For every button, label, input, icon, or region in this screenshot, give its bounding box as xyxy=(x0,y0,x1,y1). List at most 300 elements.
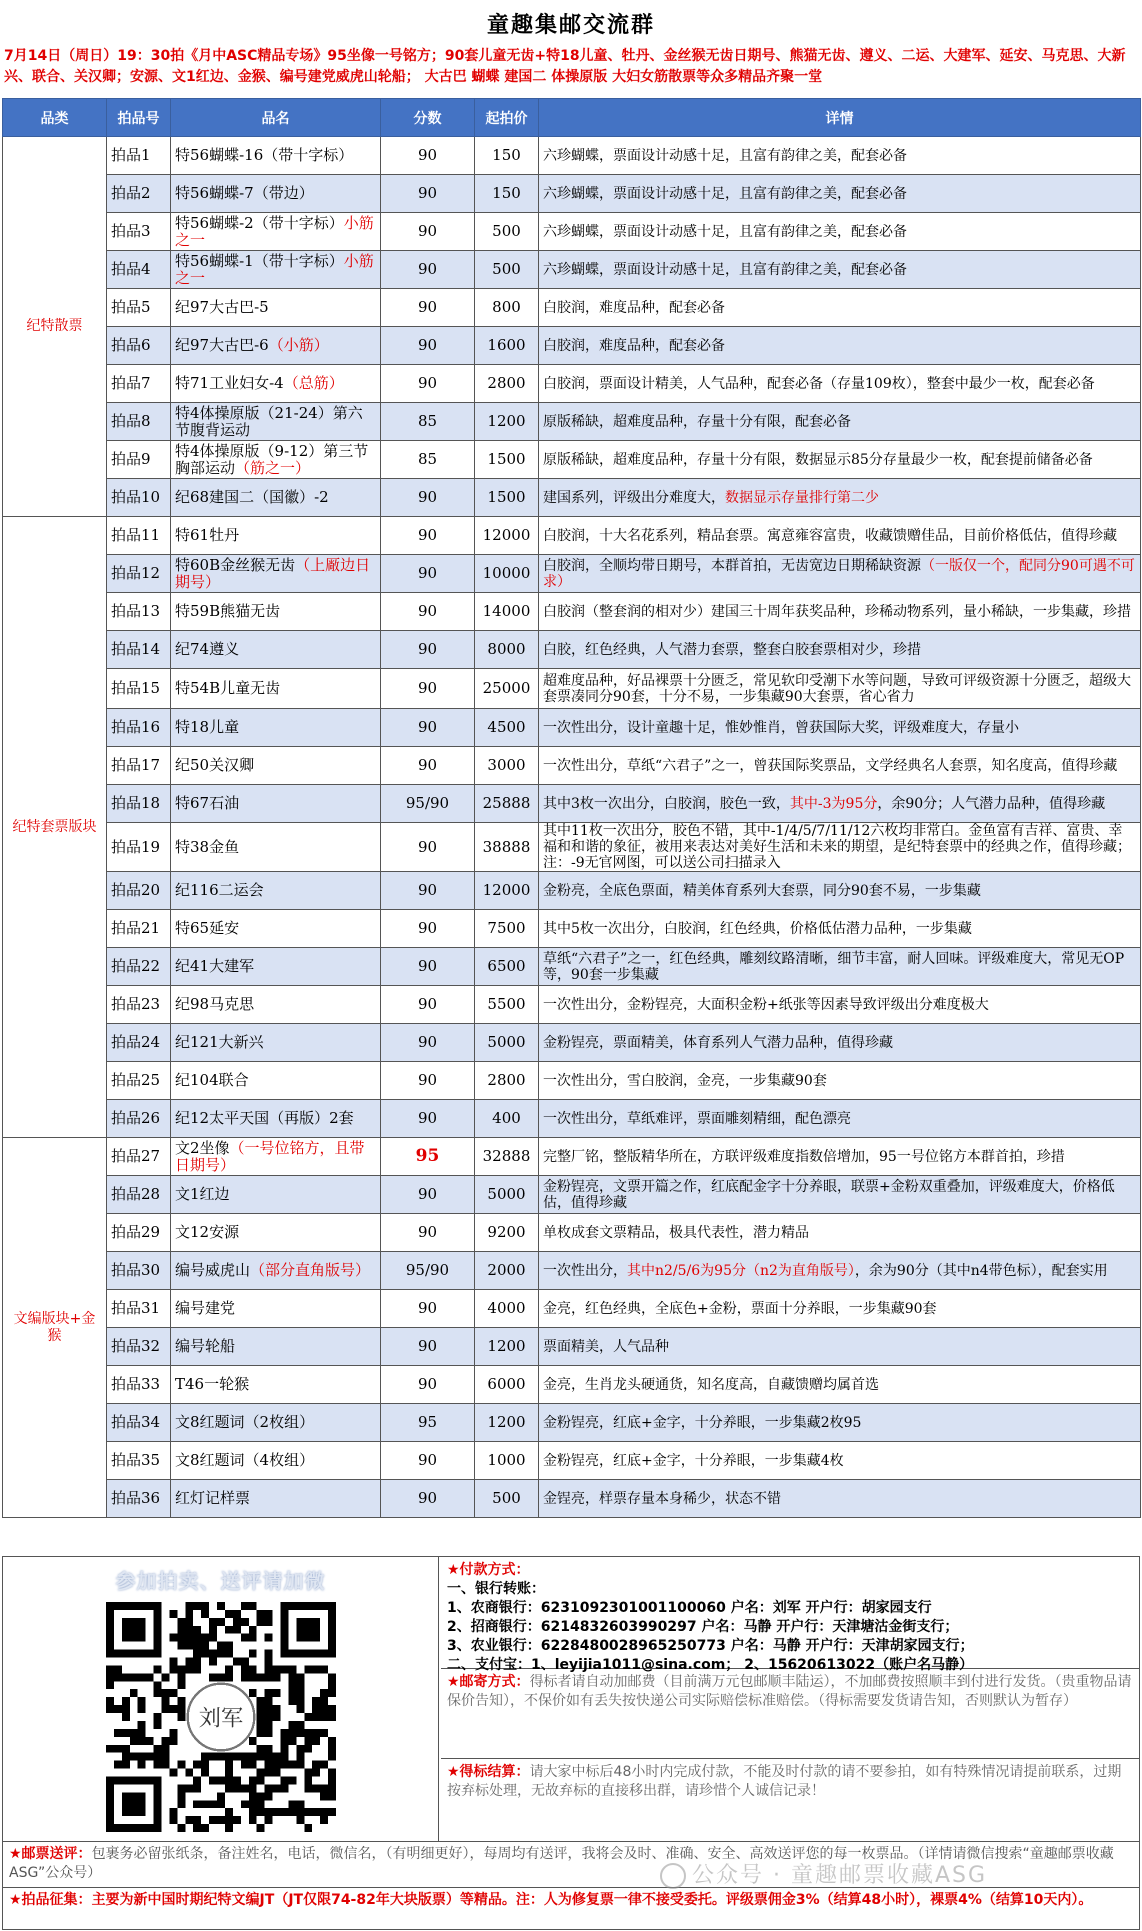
detail-cell xyxy=(539,555,1141,593)
detail-cell xyxy=(539,1024,1141,1062)
detail-text-tail: ，余为90分（其中n4带色标），配套实用 xyxy=(854,1262,1108,1279)
score-value: 90 xyxy=(417,374,438,392)
score-cell xyxy=(381,213,475,251)
lot-number-cell: 拍品29 xyxy=(107,1214,171,1252)
start-price-cell: 6500 xyxy=(475,948,539,986)
table-row xyxy=(3,365,1141,403)
col-header-name: 品名 xyxy=(171,99,381,137)
start-price-cell: 150 xyxy=(475,137,539,175)
lot-name-cell xyxy=(171,747,381,785)
lot-number-cell: 拍品13 xyxy=(107,593,171,631)
lot-name-cell xyxy=(171,1328,381,1366)
lot-name: 特61牡丹 xyxy=(175,526,240,544)
lot-number-cell: 拍品21 xyxy=(107,910,171,948)
info-footer xyxy=(2,1556,1140,1842)
table-row xyxy=(3,1100,1141,1138)
lot-name-cell xyxy=(171,1100,381,1138)
qr-caption: 参加拍卖、送评请加微 xyxy=(115,1569,326,1593)
lot-name-cell xyxy=(171,986,381,1024)
start-price-cell: 12000 xyxy=(475,872,539,910)
start-price-cell: 400 xyxy=(475,1100,539,1138)
score-value: 90 xyxy=(417,336,438,354)
detail-text: 金锃亮，样票存量本身稀少，状态不错 xyxy=(543,1490,781,1507)
score-cell xyxy=(381,251,475,289)
lot-name-cell xyxy=(171,479,381,517)
detail-cell xyxy=(539,213,1141,251)
table-row xyxy=(3,137,1141,175)
table-row xyxy=(3,441,1141,479)
payment-bank-3: 3、农业银行：6228480028965250773 户名：马静 开户行：天津胡家园支行； xyxy=(447,1638,974,1654)
lot-name: 特56蝴蝶-7（带边） xyxy=(175,184,314,202)
score-value: 90 xyxy=(417,640,438,658)
start-price-cell: 7500 xyxy=(475,910,539,948)
detail-text: 超难度品种，好品裸票十分匮乏，常见软印受潮下水等问题，导致可评级资源十分匮乏，超级大套票凑同分90套，十分不易，一步集藏90大套票，省心省力 xyxy=(543,672,1131,705)
lot-name-cell xyxy=(171,1252,381,1290)
lot-number-cell: 拍品14 xyxy=(107,631,171,669)
score-cell xyxy=(381,910,475,948)
score-cell xyxy=(381,631,475,669)
detail-cell xyxy=(539,441,1141,479)
category-cell: 纪特套票版块 xyxy=(3,517,107,1138)
score-value: 90 xyxy=(417,1071,438,1089)
lot-name: 纪74遵义 xyxy=(175,640,240,658)
settlement-heading: ★得标结算： xyxy=(447,1764,530,1780)
score-cell xyxy=(381,948,475,986)
start-price-cell: 1200 xyxy=(475,403,539,441)
table-row xyxy=(3,1062,1141,1100)
lot-number-cell: 拍品22 xyxy=(107,948,171,986)
lot-number-cell: 拍品30 xyxy=(107,1252,171,1290)
score-value: 90 xyxy=(417,1033,438,1051)
table-row xyxy=(3,785,1141,823)
lot-name: 特56蝴蝶-16（带十字标） xyxy=(175,146,354,164)
start-price-cell: 38888 xyxy=(475,823,539,872)
table-row xyxy=(3,1404,1141,1442)
lot-name: 红灯记样票 xyxy=(175,1489,251,1507)
lot-name: 纪104联合 xyxy=(175,1071,249,1089)
start-price-cell: 5000 xyxy=(475,1024,539,1062)
detail-cell xyxy=(539,872,1141,910)
detail-text: 六珍蝴蝶，票面设计动感十足，且富有韵律之美，配套必备 xyxy=(543,261,907,278)
score-value: 90 xyxy=(417,184,438,202)
score-cell xyxy=(381,289,475,327)
detail-text: 金粉锃亮，文票开篇之作，红底配金字十分养眼，联票+金粉双重叠加，评级难度大，价格低估，值得珍藏 xyxy=(543,1178,1115,1211)
lot-name-cell xyxy=(171,1024,381,1062)
detail-text: 白胶润，票面设计精美，人气品种，配套必备（存量109枚），整套中最少一枚，配套必备 xyxy=(543,375,1095,392)
lot-name-cell xyxy=(171,1176,381,1214)
score-value: 90 xyxy=(417,679,438,697)
start-price-cell: 1200 xyxy=(475,1328,539,1366)
lot-name-cell xyxy=(171,1138,381,1176)
start-price-cell: 2800 xyxy=(475,1062,539,1100)
page-title: 童趣集邮交流群 xyxy=(486,12,655,38)
table-row xyxy=(3,1176,1141,1214)
score-cell xyxy=(381,175,475,213)
detail-text: 六珍蝴蝶，票面设计动感十足，且富有韵律之美，配套必备 xyxy=(543,223,907,240)
col-header-price: 起拍价 xyxy=(475,99,539,137)
detail-cell xyxy=(539,137,1141,175)
score-value: 90 xyxy=(417,718,438,736)
table-row xyxy=(3,823,1141,872)
lot-number-cell: 拍品27 xyxy=(107,1138,171,1176)
score-cell xyxy=(381,1404,475,1442)
start-price-cell: 4000 xyxy=(475,1290,539,1328)
table-row xyxy=(3,1214,1141,1252)
detail-cell xyxy=(539,1366,1141,1404)
lot-number-cell: 拍品20 xyxy=(107,872,171,910)
detail-cell xyxy=(539,709,1141,747)
settlement-text: 请大家中标后48小时内完成付款，不能及时付款的请不要参拍，如有特殊情况请提前联系，过期按弃标处理，无故弃标的直接移出群，请珍惜个人诚信记录！ xyxy=(447,1764,1122,1799)
detail-text: 草纸“六君子”之一，红色经典，雕刻纹路清晰，细节丰富，耐人回味。评级难度大，常见无OP等，90套一步集藏 xyxy=(543,950,1125,983)
start-price-cell: 500 xyxy=(475,1480,539,1518)
start-price-cell: 8000 xyxy=(475,631,539,669)
lot-name: 特59B熊猫无齿 xyxy=(175,602,281,620)
score-cell xyxy=(381,441,475,479)
score-cell xyxy=(381,785,475,823)
detail-cell xyxy=(539,365,1141,403)
score-value: 90 xyxy=(417,298,438,316)
lot-name: 特54B儿童无齿 xyxy=(175,679,281,697)
score-value: 90 xyxy=(417,1451,438,1469)
start-price-cell: 500 xyxy=(475,213,539,251)
score-cell xyxy=(381,137,475,175)
table-row xyxy=(3,1252,1141,1290)
lot-number-cell: 拍品6 xyxy=(107,327,171,365)
start-price-cell: 1500 xyxy=(475,441,539,479)
table-row xyxy=(3,213,1141,251)
detail-cell xyxy=(539,251,1141,289)
start-price-cell: 9200 xyxy=(475,1214,539,1252)
table-row xyxy=(3,709,1141,747)
score-value: 85 xyxy=(417,450,438,468)
detail-cell xyxy=(539,1442,1141,1480)
table-row xyxy=(3,747,1141,785)
payment-bank-2: 2、招商银行：6214832603990297 户名：马静 开户行：天津塘沽金街支行； xyxy=(447,1619,959,1635)
start-price-cell: 2800 xyxy=(475,365,539,403)
detail-text: 原版稀缺，超难度品种，存量十分有限，配套必备 xyxy=(543,413,851,430)
lot-name-cell xyxy=(171,517,381,555)
lot-number-cell: 拍品8 xyxy=(107,403,171,441)
table-row xyxy=(3,1024,1141,1062)
lot-table xyxy=(2,98,1141,1518)
watermark xyxy=(660,1858,987,1889)
table-row xyxy=(3,479,1141,517)
score-cell xyxy=(381,1252,475,1290)
lot-name: 特56蝴蝶-2（带十字标） xyxy=(175,213,344,232)
lot-name: 文12安源 xyxy=(175,1223,240,1241)
score-cell xyxy=(381,1328,475,1366)
lot-name: 特18儿童 xyxy=(175,718,240,736)
lot-name: 纪121大新兴 xyxy=(175,1033,264,1051)
lot-name-note: 小筋之一 xyxy=(175,213,374,249)
detail-cell xyxy=(539,1480,1141,1518)
detail-text: 六珍蝴蝶，票面设计动感十足，且富有韵律之美，配套必备 xyxy=(543,185,907,202)
detail-text: 一次性出分，草纸“六君子”之一，曾获国际奖票品，文学经典名人套票，知名度高，值得珍藏 xyxy=(543,757,1118,774)
start-price-cell: 5000 xyxy=(475,1176,539,1214)
detail-cell xyxy=(539,910,1141,948)
detail-cell xyxy=(539,289,1141,327)
lot-name-note: （总筋） xyxy=(283,374,344,392)
table-row xyxy=(3,1138,1141,1176)
score-cell xyxy=(381,986,475,1024)
lot-number-cell: 拍品25 xyxy=(107,1062,171,1100)
detail-text: 一次性出分，雪白胶润，金亮，一步集藏90套 xyxy=(543,1072,827,1089)
start-price-cell: 150 xyxy=(475,175,539,213)
auction-notice: 7月14日（周日）19：30拍《月中ASC精品专场》95坐像一号铭方；90套儿童无齿+特18儿童、牡丹、金丝猴无齿日期号、熊猫无齿、遵义、二运、大建军、延安、马克思、大新兴、联合、关汉卿；安源、文1红边、金猴、编号建党威虎山轮船； 大古巴 蝴蝶 建国二 体操原版 大妇女筋散票等众多精品齐聚一堂 xyxy=(4,48,1126,85)
start-price-cell: 800 xyxy=(475,289,539,327)
detail-cell xyxy=(539,1328,1141,1366)
table-row xyxy=(3,251,1141,289)
lot-number-cell: 拍品28 xyxy=(107,1176,171,1214)
score-cell xyxy=(381,709,475,747)
table-row xyxy=(3,1366,1141,1404)
detail-cell xyxy=(539,327,1141,365)
lot-name: 特56蝴蝶-1（带十字标） xyxy=(175,251,344,270)
lot-name: 编号建党 xyxy=(175,1299,236,1317)
stamp-grading-text: 包裹务必留张纸条，备注姓名，电话，微信名，（有明细更好），每周均有送评，我将会及时、准确、安全、高效送评您的每一枚票品。（详情请微信搜索“童趣邮票收藏ASG”公众号） xyxy=(9,1846,1114,1881)
lot-number-cell: 拍品18 xyxy=(107,785,171,823)
lot-number-cell: 拍品9 xyxy=(107,441,171,479)
detail-text: 金亮，生肖龙头硬通货，知名度高，自藏馈赠均属首选 xyxy=(543,1376,879,1393)
lot-name-cell xyxy=(171,593,381,631)
detail-cell xyxy=(539,593,1141,631)
lot-name-cell xyxy=(171,327,381,365)
score-cell xyxy=(381,1290,475,1328)
start-price-cell: 5500 xyxy=(475,986,539,1024)
detail-text: 票面精美，人气品种 xyxy=(543,1338,669,1355)
lot-number-cell: 拍品35 xyxy=(107,1442,171,1480)
lot-name-cell xyxy=(171,910,381,948)
table-row xyxy=(3,517,1141,555)
lot-number-cell: 拍品4 xyxy=(107,251,171,289)
lot-name-note: （一号位铭方，且带日期号） xyxy=(175,1138,365,1174)
start-price-cell: 500 xyxy=(475,251,539,289)
lot-name: 特71工业妇女-4 xyxy=(175,374,284,392)
payment-bank-title: 一、银行转账： xyxy=(447,1581,545,1597)
lot-name: 纪12太平天国（再版）2套 xyxy=(175,1109,354,1127)
lot-number-cell: 拍品12 xyxy=(107,555,171,593)
lot-name: 文2坐像 xyxy=(175,1138,230,1157)
qr-section xyxy=(3,1557,439,1841)
table-row xyxy=(3,403,1141,441)
table-row xyxy=(3,910,1141,948)
lot-collection-text: 主要为新中国时期纪特文编JT（JT仅限74-82年大块版票）等精品。注：人为修复票一律不接受委托。评级票佣金3%（结算48小时），裸票4%（结算10天内）。 xyxy=(91,1892,1093,1908)
table-row xyxy=(3,1480,1141,1518)
category-cell: 纪特散票 xyxy=(3,137,107,517)
score-value: 90 xyxy=(417,222,438,240)
start-price-cell: 3000 xyxy=(475,747,539,785)
score-cell xyxy=(381,747,475,785)
detail-highlight: 其中-3为95分 xyxy=(789,795,878,812)
col-header-score: 分数 xyxy=(381,99,475,137)
score-value: 90 xyxy=(417,1185,438,1203)
lot-number-cell: 拍品36 xyxy=(107,1480,171,1518)
table-row xyxy=(3,1290,1141,1328)
table-row xyxy=(3,327,1141,365)
qr-center-label: 刘军 xyxy=(198,1705,243,1732)
payment-heading: ★付款方式： xyxy=(447,1562,530,1578)
table-row xyxy=(3,669,1141,709)
lot-name-cell xyxy=(171,441,381,479)
lot-collection-note xyxy=(2,1888,1140,1930)
score-value: 90 xyxy=(417,260,438,278)
lot-name-note: （上厰边日期号） xyxy=(175,555,371,591)
detail-cell xyxy=(539,479,1141,517)
detail-text: 白胶润，难度品种，配套必备 xyxy=(543,337,725,354)
lot-name-cell xyxy=(171,948,381,986)
lot-number-cell: 拍品23 xyxy=(107,986,171,1024)
detail-cell xyxy=(539,1290,1141,1328)
detail-cell xyxy=(539,175,1141,213)
score-value: 90 xyxy=(417,146,438,164)
lot-name: 特38金鱼 xyxy=(175,837,240,856)
score-value: 90 xyxy=(417,1375,438,1393)
lot-number-cell: 拍品1 xyxy=(107,137,171,175)
score-cell xyxy=(381,1062,475,1100)
detail-text: 其中3枚一次出分，白胶润，胶色一致， xyxy=(543,795,790,812)
detail-cell xyxy=(539,823,1141,872)
detail-text-tail: ，余90分；人气潜力品种，值得珍藏 xyxy=(877,795,1106,812)
score-cell xyxy=(381,593,475,631)
lot-number-cell: 拍品33 xyxy=(107,1366,171,1404)
payment-alipay: 二、支付宝：1、leyijia1011@sina.com； 2、15620613022（账户名马静） xyxy=(447,1657,974,1673)
score-cell xyxy=(381,1138,475,1176)
score-value: 90 xyxy=(417,919,438,937)
table-row xyxy=(3,593,1141,631)
detail-text: 金粉锃亮，红底+金字，十分养眼，一步集藏4枚 xyxy=(543,1452,844,1469)
lot-name-cell xyxy=(171,175,381,213)
lot-name-cell xyxy=(171,785,381,823)
score-value: 95 xyxy=(415,1146,440,1166)
detail-text: 单枚成套文票精品，极具代表性，潜力精品 xyxy=(543,1224,809,1241)
detail-cell xyxy=(539,747,1141,785)
lot-name: 文8红题词（2枚组） xyxy=(175,1413,315,1431)
lot-number-cell: 拍品16 xyxy=(107,709,171,747)
lot-name: 编号轮船 xyxy=(175,1337,236,1355)
table-row xyxy=(3,631,1141,669)
lot-name-note: （小筋） xyxy=(268,336,329,354)
lot-number-cell: 拍品7 xyxy=(107,365,171,403)
lot-name-cell xyxy=(171,289,381,327)
table-row xyxy=(3,986,1141,1024)
lot-number-cell: 拍品2 xyxy=(107,175,171,213)
score-value: 90 xyxy=(417,756,438,774)
detail-cell xyxy=(539,948,1141,986)
detail-cell xyxy=(539,1252,1141,1290)
detail-text: 白胶润，全顺均带日期号，本群首拍，无齿宽边日期稀缺资源 xyxy=(543,557,921,574)
lot-name: 纪41大建军 xyxy=(175,957,255,975)
detail-text: 建国系列，评级出分难度大， xyxy=(543,489,725,506)
score-cell xyxy=(381,1480,475,1518)
score-cell xyxy=(381,365,475,403)
lot-number-cell: 拍品26 xyxy=(107,1100,171,1138)
score-value: 90 xyxy=(417,1299,438,1317)
score-cell xyxy=(381,479,475,517)
lot-collection-heading: ★拍品征集： xyxy=(9,1892,92,1908)
lot-name-cell xyxy=(171,137,381,175)
lot-name-cell xyxy=(171,1214,381,1252)
start-price-cell: 25888 xyxy=(475,785,539,823)
score-value: 90 xyxy=(417,602,438,620)
detail-text: 一次性出分，设计童趣十足，惟妙惟肖，曾获国际大奖，评级难度大，存量小 xyxy=(543,719,1019,736)
lot-name: 文8红题词（4枚组） xyxy=(175,1451,315,1469)
score-cell xyxy=(381,872,475,910)
shipping-text: 得标者请自动加邮费（目前满万元包邮顺丰陆运），不加邮费按照顺丰到付进行发货。（贵重物品请保价告知），不保价如有丢失按快递公司实际赔偿标准赔偿。（得标需要发货请告知，否则默认为暂存） xyxy=(447,1674,1132,1709)
score-cell xyxy=(381,1214,475,1252)
lot-name-cell xyxy=(171,1404,381,1442)
start-price-cell: 2000 xyxy=(475,1252,539,1290)
detail-text: 完整厂铭，整版精华所在，方联评级难度指数倍增加，95一号位铭方本群首拍，珍措 xyxy=(543,1148,1065,1165)
score-value: 90 xyxy=(417,1223,438,1241)
start-price-cell: 1000 xyxy=(475,1442,539,1480)
lot-number-cell: 拍品31 xyxy=(107,1290,171,1328)
start-price-cell: 12000 xyxy=(475,517,539,555)
lot-name: 特67石油 xyxy=(175,794,240,812)
start-price-cell: 1200 xyxy=(475,1404,539,1442)
lot-name-cell xyxy=(171,669,381,709)
lot-name-cell xyxy=(171,1480,381,1518)
detail-text: 六珍蝴蝶，票面设计动感十足，且富有韵律之美，配套必备 xyxy=(543,147,907,164)
score-value: 85 xyxy=(417,412,438,430)
detail-cell xyxy=(539,1404,1141,1442)
detail-text: 金粉锃亮，票面精美，体育系列人气潜力品种，值得珍藏 xyxy=(543,1034,893,1051)
score-value: 90 xyxy=(417,1489,438,1507)
lot-name: 特4体操原版（9-12）第三节胸部运动 xyxy=(175,441,369,477)
lot-name-note: （部分直角版号） xyxy=(250,1261,371,1279)
detail-highlight: 其中n2/5/6为95分（n2为直角版号） xyxy=(627,1262,855,1279)
lot-name: 特60B金丝猴无齿 xyxy=(175,555,296,574)
lot-number-cell: 拍品11 xyxy=(107,517,171,555)
table-row xyxy=(3,948,1141,986)
score-value: 90 xyxy=(417,1337,438,1355)
detail-cell xyxy=(539,631,1141,669)
lot-name: 纪68建国二（国徽）-2 xyxy=(175,488,329,506)
lot-number-cell: 拍品10 xyxy=(107,479,171,517)
stamp-grading-heading: ★邮票送评： xyxy=(9,1846,92,1862)
score-value: 90 xyxy=(417,881,438,899)
lot-name: 纪97大古巴-5 xyxy=(175,298,269,316)
detail-highlight: 数据显示存量排行第二少 xyxy=(725,489,879,506)
detail-cell xyxy=(539,403,1141,441)
table-row xyxy=(3,872,1141,910)
score-value: 95 xyxy=(417,1413,438,1431)
table-row xyxy=(3,1442,1141,1480)
lot-name-cell xyxy=(171,403,381,441)
score-cell xyxy=(381,555,475,593)
lot-number-cell: 拍品34 xyxy=(107,1404,171,1442)
detail-highlight: （一版仅一个，配同分90可遇不可求） xyxy=(543,557,1135,590)
col-header-category: 品类 xyxy=(3,99,107,137)
lot-name-cell xyxy=(171,631,381,669)
score-value: 90 xyxy=(417,1109,438,1127)
lot-name-cell xyxy=(171,872,381,910)
detail-text: 白胶润（整套润的相对少）建国三十周年获奖品种，珍稀动物系列，量小稀缺，一步集藏，珍措 xyxy=(543,603,1131,620)
lot-number-cell: 拍品24 xyxy=(107,1024,171,1062)
start-price-cell: 14000 xyxy=(475,593,539,631)
score-cell xyxy=(381,823,475,872)
lot-name-cell xyxy=(171,555,381,593)
lot-name: 纪50关汉卿 xyxy=(175,756,255,774)
detail-text: 一次性出分，草纸难评，票面雕刻精细，配色漂亮 xyxy=(543,1110,851,1127)
score-value: 90 xyxy=(417,526,438,544)
lot-name-note: （筋之一） xyxy=(235,458,311,477)
start-price-cell: 1600 xyxy=(475,327,539,365)
detail-cell xyxy=(539,517,1141,555)
lot-name: 特4体操原版（21-24）第六节腹背运动 xyxy=(175,403,363,439)
lot-name: 编号威虎山 xyxy=(175,1261,251,1279)
wechat-qr-code[interactable] xyxy=(106,1602,336,1832)
score-cell xyxy=(381,403,475,441)
